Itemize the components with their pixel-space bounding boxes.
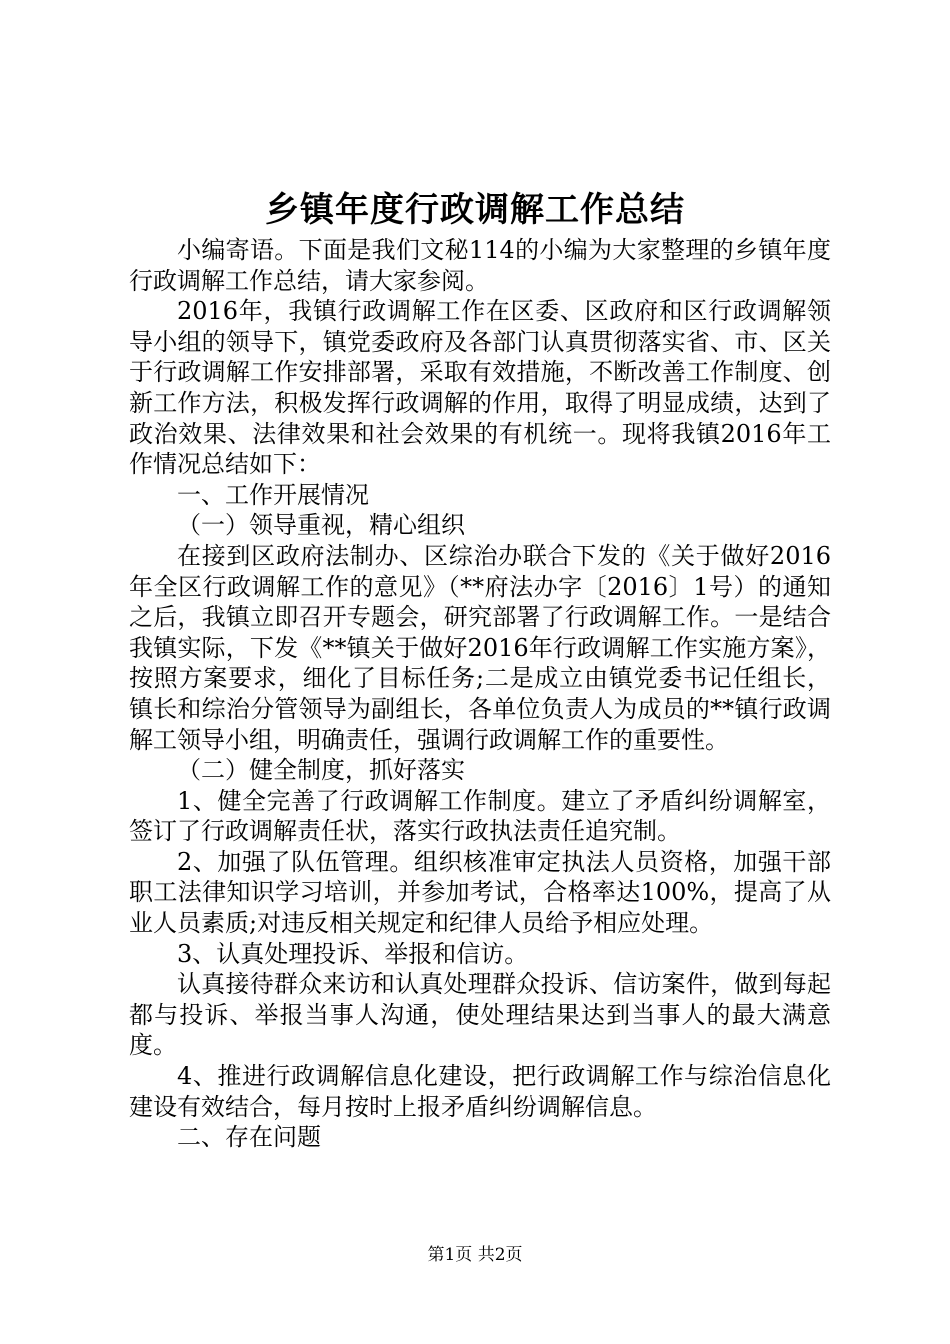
- paragraph-item-3: 3、认真处理投诉、举报和信访。: [177, 939, 529, 968]
- section-heading-1: 一、工作开展情况: [177, 480, 369, 509]
- paragraph-item-2: 2、加强了队伍管理。组织核准审定执法人员资格，加强干部职工法律知识学习培训，并参加考试，合格率达100%，提高了从业人员素质;对违反相关规定和纪律人员给予相应处理。: [129, 847, 831, 938]
- section-heading-2: 二、存在问题: [177, 1123, 321, 1152]
- paragraph-item-3-detail: 认真接待群众来访和认真处理群众投诉、信访案件，做到每起都与投诉、举报当事人沟通，使处理结果达到当事人的最大满意度。: [129, 970, 831, 1060]
- subsection-heading-1: （一）领导重视，精心组织: [177, 511, 465, 540]
- page-footer: 第1页 共2页: [427, 1245, 523, 1265]
- document-title: 乡镇年度行政调解工作总结: [265, 190, 685, 230]
- paragraph-item-4: 4、推进行政调解信息化建设，把行政调解工作与综治信息化建设有效结合，每月按时上报矛盾纠纷调解信息。: [129, 1062, 831, 1121]
- document-body: [129, 235, 831, 1153]
- paragraph-item-1: 1、健全完善了行政调解工作制度。建立了矛盾纠纷调解室，签订了行政调解责任状，落实行政执法责任追究制。: [129, 786, 831, 846]
- subsection-heading-2: （二）健全制度，抓好落实: [177, 756, 465, 785]
- paragraph-leadership: 在接到区政府法制办、区综治办联合下发的《关于做好2016年全区行政调解工作的意见》（**府法办字〔2016〕1号）的通知之后，我镇立即召开专题会，研究部署了行政调解工作。一是结合我镇实际，下发《**镇关于做好2016年行政调解工作实施方案》，按照方案要求，细化了目标任务;二是成立由镇党委书记任组长，镇长和综治分管领导为副组长，各单位负责人为成员的**镇行政调解工领导小组，明确责任，强调行政调解工作的重要性。: [129, 541, 831, 754]
- paragraph-intro: 小编寄语。下面是我们文秘114的小编为大家整理的乡镇年度行政调解工作总结，请大家参阅。: [129, 236, 831, 295]
- paragraph-overview: 2016年，我镇行政调解工作在区委、区政府和区行政调解领导小组的领导下，镇党委政府及各部门认真贯彻落实省、市、区关于行政调解工作安排部署，采取有效措施，不断改善工作制度、创新工作方法，积极发挥行政调解的作用，取得了明显成绩，达到了政治效果、法律效果和社会效果的有机统一。现将我镇2016年工作情况总结如下：: [129, 297, 831, 479]
